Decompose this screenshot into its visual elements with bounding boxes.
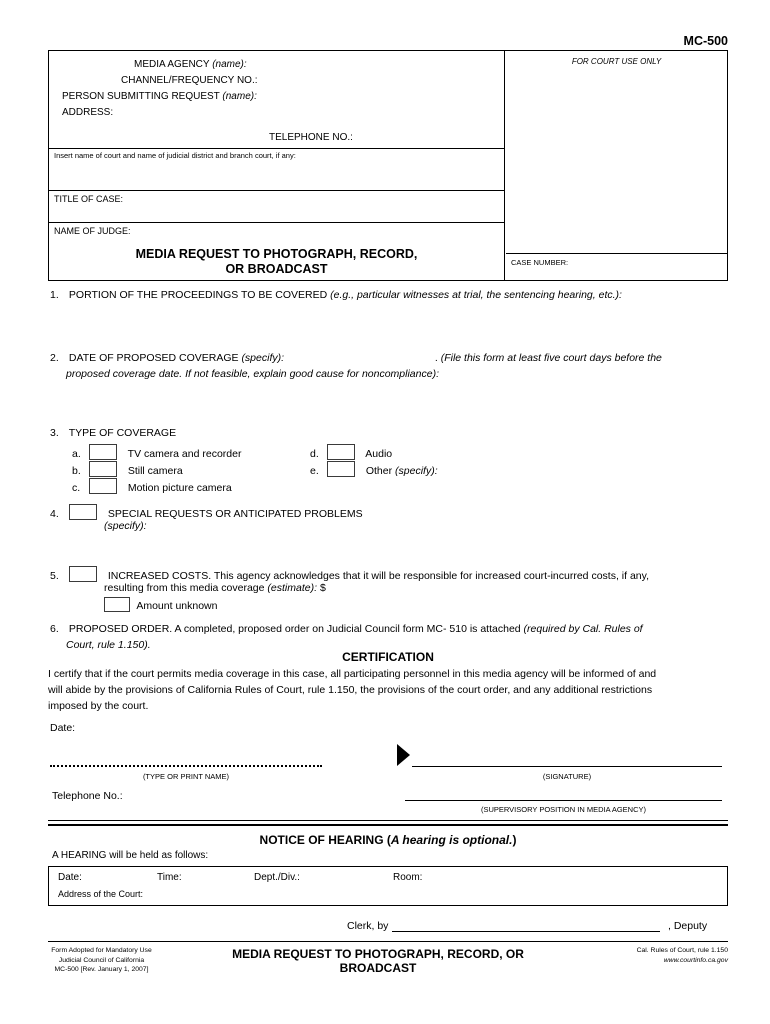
item5-line2: [104, 582, 326, 594]
item3-number: 3.: [50, 427, 59, 439]
item5-number: 5.: [50, 570, 59, 582]
item2-number: 2.: [50, 352, 59, 364]
name-of-judge-block: [49, 223, 504, 282]
certification-body-line1: I certify that if the court permits media coverage in this case, all participating personnel in this media agency will be informed of and: [48, 668, 657, 680]
item1-number: 1.: [50, 289, 59, 301]
item3-option-d-letter: d.: [310, 448, 319, 460]
item4-number: 4.: [50, 508, 59, 520]
footer-left-line2: Judicial Council of California: [58, 956, 145, 964]
item6-text: PROPOSED ORDER. A completed, proposed order on Judicial Council form MC- 510 is attached: [68, 623, 521, 635]
item2-note1: (File this form at least five court days before the: [440, 352, 662, 364]
item4-line1: [50, 504, 363, 520]
title-of-case-block: [49, 191, 504, 223]
checkbox-tv-camera[interactable]: [89, 444, 117, 460]
media-agency-hint: (name):: [212, 59, 247, 70]
certification-heading: CERTIFICATION: [342, 650, 434, 664]
item2-note2: proposed coverage date. If not feasible, explain good cause for noncompliance):: [66, 368, 439, 380]
item3-option-b: [72, 461, 183, 477]
media-agency-block: [49, 51, 504, 149]
item3-option-a-label: TV camera and recorder: [127, 448, 242, 460]
item2-line1: [50, 352, 662, 364]
person-submitting-label: PERSON SUBMITTING REQUEST: [62, 91, 220, 102]
item4-hint: (specify):: [104, 520, 147, 532]
deputy-label: , Deputy: [668, 920, 708, 932]
item3-option-b-label: Still camera: [127, 465, 183, 477]
footer-left-line1: Form Adopted for Mandatory Use: [51, 947, 152, 954]
signature-arrow-icon: [397, 744, 410, 766]
form-number: MC-500: [683, 34, 728, 48]
footer-right-block: [560, 946, 728, 965]
person-submitting-line: [62, 91, 257, 102]
address-label: ADDRESS:: [62, 107, 114, 118]
checkbox-audio[interactable]: [327, 444, 355, 460]
person-submitting-hint: (name):: [222, 91, 257, 102]
item5-amount-unknown-label: Amount unknown: [136, 600, 218, 612]
certification-date-label: Date:: [50, 722, 76, 734]
clerk-signature-line[interactable]: [392, 931, 660, 932]
typed-name-line[interactable]: [50, 765, 322, 767]
checkbox-motion-picture[interactable]: [89, 478, 117, 494]
item3-option-e-hint: (specify):: [395, 465, 438, 477]
item6-number: 6.: [50, 623, 59, 635]
telephone-no-label: Telephone No.:: [52, 790, 123, 802]
notice-heading: [48, 833, 728, 847]
notice-heading-italic: A hearing is optional.: [390, 833, 513, 847]
item5-text1: INCREASED COSTS. This agency acknowledges that it will be responsible for increased court-incurred costs, if any,: [107, 570, 650, 582]
item6-hint1: (required by Cal. Rules of: [523, 623, 643, 635]
hearing-address-label: Address of the Court:: [58, 889, 144, 899]
supervisory-line[interactable]: [405, 800, 722, 801]
item3-option-c-letter: c.: [72, 482, 81, 494]
item2-period: .: [434, 352, 438, 364]
item2-hint: (specify):: [241, 352, 285, 364]
item4-label: SPECIAL REQUESTS OR ANTICIPATED PROBLEMS: [107, 508, 363, 520]
item3-option-a-letter: a.: [72, 448, 81, 460]
item3-option-c-label: Motion picture camera: [127, 482, 232, 494]
clerk-by-label: Clerk, by: [347, 920, 389, 932]
item3-label: TYPE OF COVERAGE: [68, 427, 177, 439]
court-name-block: [49, 149, 504, 191]
hearing-box: [48, 866, 728, 906]
case-number-label: CASE NUMBER:: [511, 258, 569, 267]
hearing-time-label: Time:: [157, 872, 182, 883]
footer-title-block: [148, 947, 608, 975]
item6-hint2: Court, rule 1.150).: [66, 639, 151, 651]
certification-body-line2: will abide by the provisions of California Rules of Court, rule 1.150, the provisions of the court order, and any additional restrictions: [48, 684, 653, 696]
footer-title-line2: BROADCAST: [339, 961, 417, 975]
footer-right-line2: www.courtinfo.ca.gov: [663, 956, 728, 964]
telephone-label: TELEPHONE NO.:: [269, 132, 353, 143]
item3-option-e: [310, 461, 438, 477]
title-of-case-label: TITLE OF CASE:: [54, 194, 124, 204]
footer-title-line1: MEDIA REQUEST TO PHOTOGRAPH, RECORD, OR: [232, 947, 524, 961]
header-column-divider: [504, 51, 505, 280]
form-title-line1: MEDIA REQUEST TO PHOTOGRAPH, RECORD,: [135, 247, 418, 261]
form-title-line2: OR BROADCAST: [225, 262, 328, 276]
item1-line: [50, 289, 622, 301]
header-left-column: [49, 51, 506, 280]
item3-heading: [50, 427, 176, 439]
hearing-dept-label: Dept./Div.:: [254, 872, 300, 883]
section-divider: [48, 820, 728, 826]
item3-option-d: [310, 444, 392, 460]
item5-text2: resulting from this media coverage: [104, 582, 265, 594]
item3-option-c: [72, 478, 232, 494]
item2-label: DATE OF PROPOSED COVERAGE: [68, 352, 239, 364]
checkbox-amount-unknown[interactable]: [104, 597, 130, 612]
court-use-box: [506, 51, 727, 280]
footer-rule: [48, 941, 728, 942]
signature-label: (SIGNATURE): [542, 772, 592, 781]
item3-option-e-label: Other: [365, 465, 393, 477]
case-number-box: [506, 253, 727, 280]
notice-heading-open: NOTICE OF HEARING (: [259, 833, 391, 847]
media-agency-label: MEDIA AGENCY: [134, 59, 210, 70]
supervisory-label: (SUPERVISORY POSITION IN MEDIA AGENCY): [480, 805, 647, 814]
checkbox-still-camera[interactable]: [89, 461, 117, 477]
item3-option-d-label: Audio: [365, 448, 393, 460]
item3-option-a: [72, 444, 241, 460]
checkbox-increased-costs[interactable]: [69, 566, 97, 582]
notice-heading-close: ): [512, 833, 517, 847]
item1-hint: (e.g., particular witnesses at trial, the sentencing hearing, etc.):: [330, 289, 622, 301]
form-title: [49, 247, 504, 277]
hearing-date-label: Date:: [58, 872, 82, 883]
checkbox-special-requests[interactable]: [69, 504, 97, 520]
for-court-use-label: FOR COURT USE ONLY: [571, 57, 662, 66]
certification-body-line3: imposed by the court.: [48, 700, 149, 712]
signature-line[interactable]: [412, 766, 722, 767]
item1-label: PORTION OF THE PROCEEDINGS TO BE COVERED: [68, 289, 328, 301]
item5-line1: [50, 566, 649, 582]
checkbox-other[interactable]: [327, 461, 355, 477]
item5-dollar: $: [319, 582, 326, 594]
type-or-print-label: (TYPE OR PRINT NAME): [142, 772, 230, 781]
name-of-judge-label: NAME OF JUDGE:: [54, 226, 131, 236]
court-insert-hint: Insert name of court and name of judicial district and branch court, if any:: [54, 151, 296, 160]
hearing-intro: A HEARING will be held as follows:: [52, 850, 209, 861]
footer-left-line3: MC-500 [Rev. January 1, 2007]: [54, 966, 149, 973]
item6-line1: [50, 623, 643, 635]
media-agency-line: [134, 59, 247, 70]
hearing-room-label: Room:: [393, 872, 423, 883]
item3-option-b-letter: b.: [72, 465, 81, 477]
item5-line3: [104, 597, 217, 612]
header-caption-box: [48, 50, 728, 281]
item5-estimate-hint: (estimate):: [267, 582, 318, 594]
channel-frequency-label: CHANNEL/FREQUENCY NO.:: [121, 75, 258, 86]
item3-option-e-letter: e.: [310, 465, 319, 477]
footer-right-line1: Cal. Rules of Court, rule 1.150: [636, 947, 728, 954]
